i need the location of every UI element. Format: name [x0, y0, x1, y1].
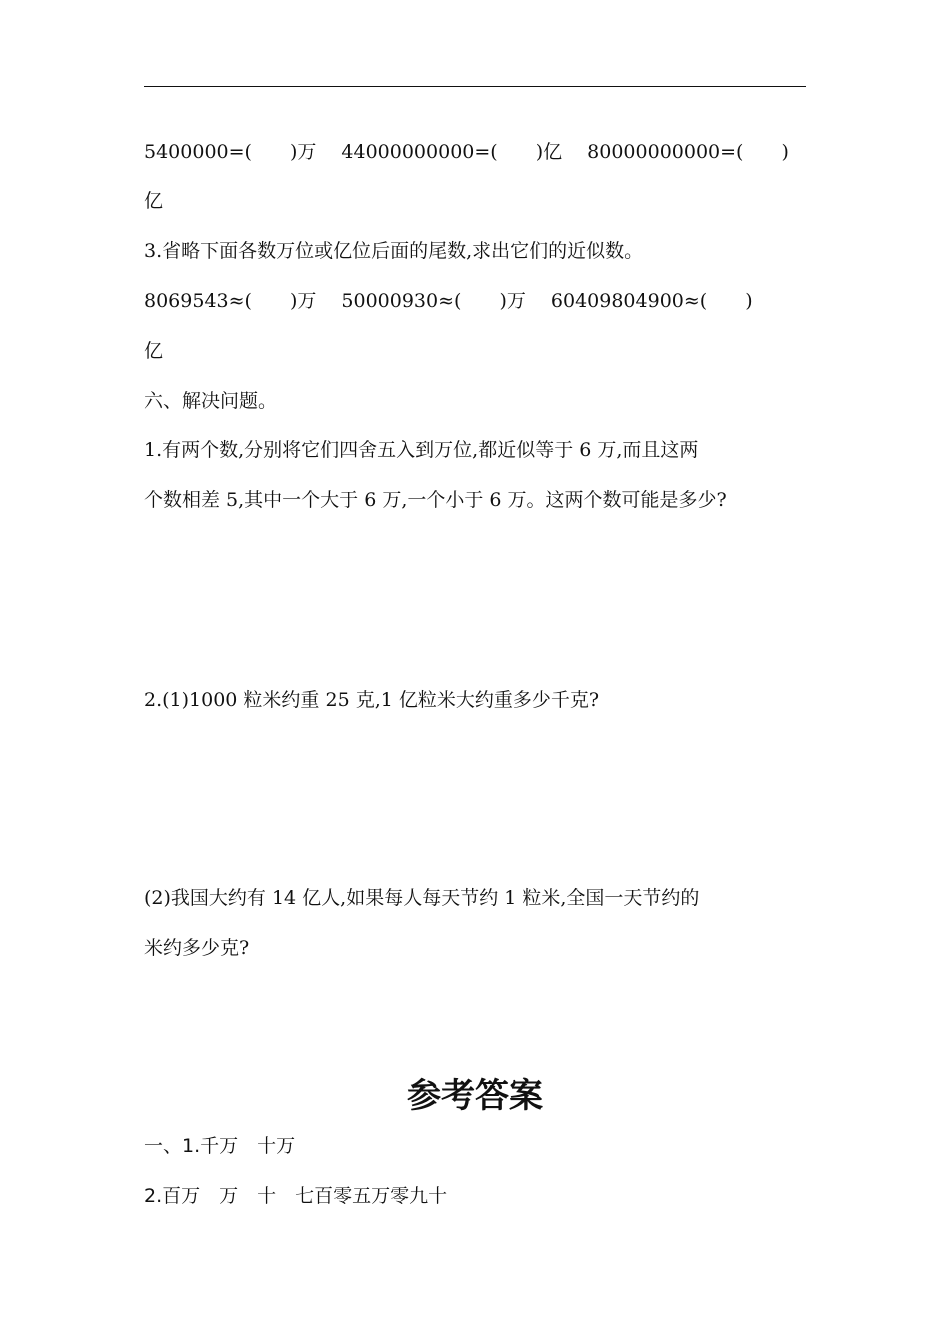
header-rule — [144, 86, 806, 87]
problem-2-part-2-line-1: (2)我国大约有 14 亿人,如果每人每天节约 1 粒米,全国一天节约的 — [144, 887, 700, 909]
approx-line-1: 8069543≈( )万 50000930≈( )万 60409804900≈( ) — [144, 290, 753, 312]
problem-2-part-1: 2.(1)1000 粒米约重 25 克,1 亿粒米大约重多少千克? — [144, 689, 600, 711]
conversion-line-1: 5400000=( )万 44000000000=( )亿 80000000000=( ) — [144, 141, 789, 163]
answer-line-2: 2.百万 万 十 七百零五万零九十 — [144, 1185, 448, 1207]
problem-1-line-2: 个数相差 5,其中一个大于 6 万,一个小于 6 万。这两个数可能是多少? — [144, 489, 727, 511]
section-6-heading: 六、解决问题。 — [144, 390, 278, 412]
section-3-heading: 3.省略下面各数万位或亿位后面的尾数,求出它们的近似数。 — [144, 240, 644, 262]
problem-1-line-1: 1.有两个数,分别将它们四舍五入到万位,都近似等于 6 万,而且这两 — [144, 439, 699, 461]
answers-title: 参考答案 — [407, 1076, 543, 1116]
approx-line-1-continued: 亿 — [144, 340, 164, 362]
problem-2-part-2-line-2: 米约多少克? — [144, 937, 250, 959]
answer-line-1: 一、1.千万 十万 — [144, 1135, 296, 1157]
conversion-line-1-continued: 亿 — [144, 190, 164, 212]
